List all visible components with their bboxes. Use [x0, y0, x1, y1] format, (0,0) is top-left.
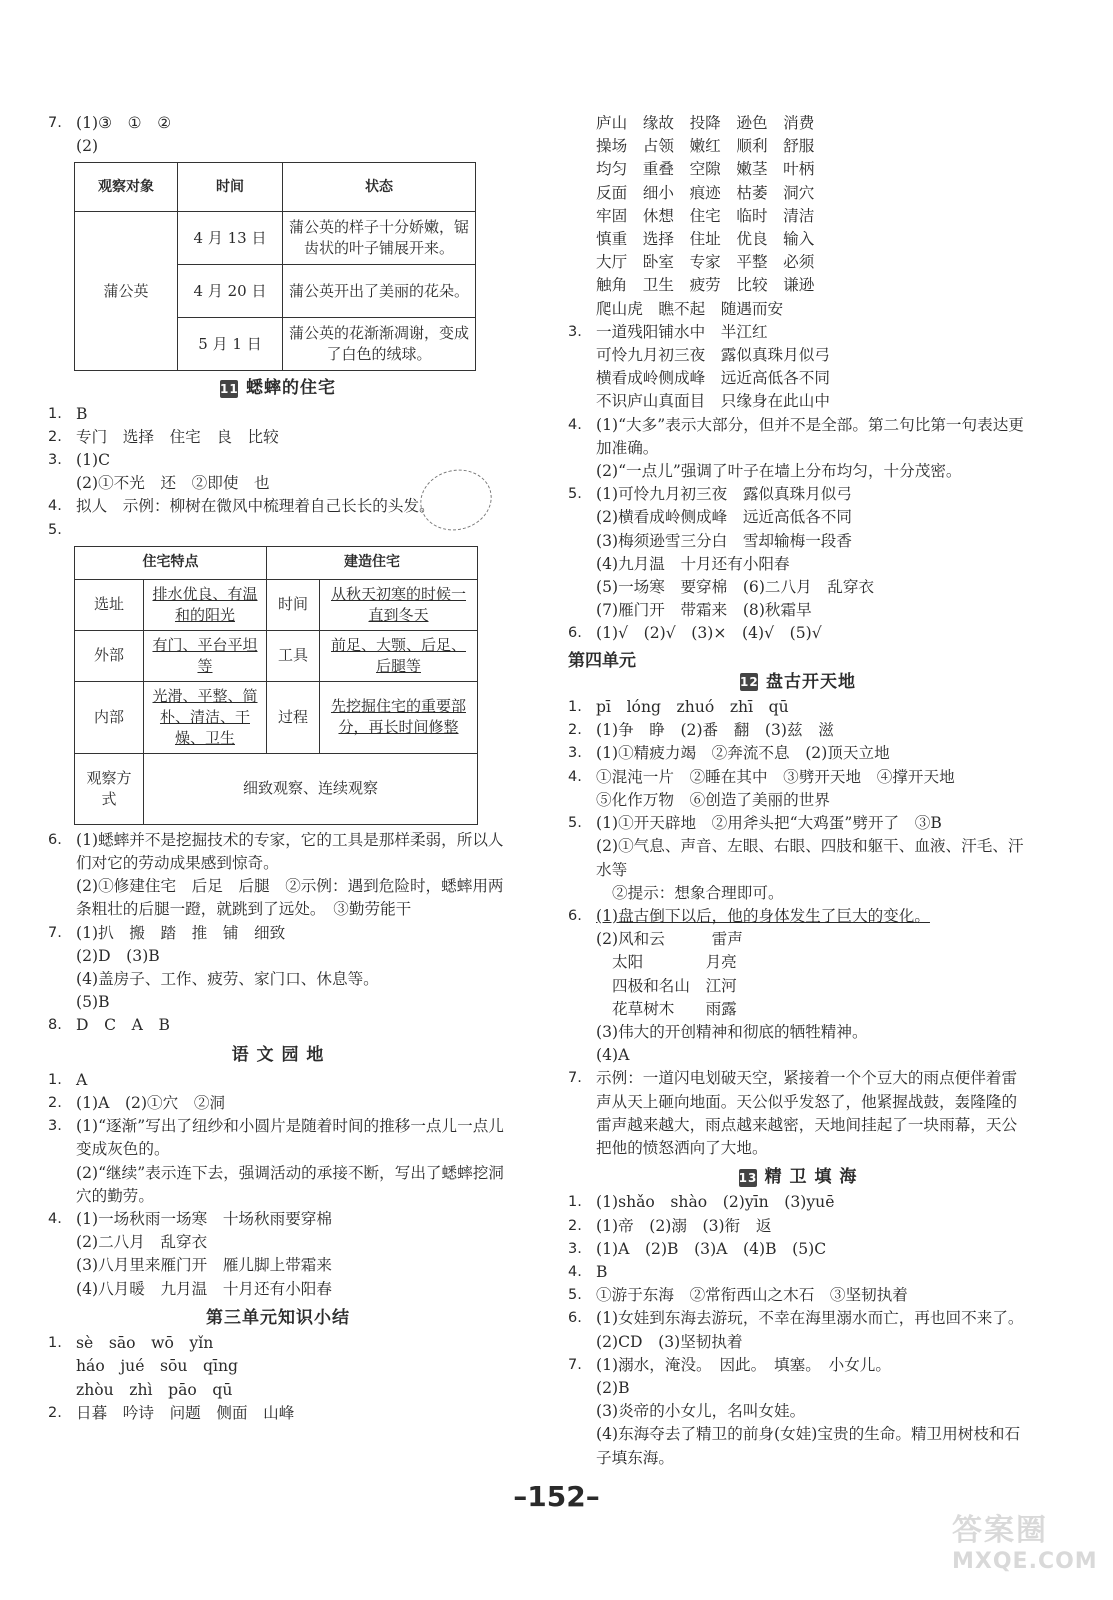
answer-line: 四极和名山 江河 [612, 976, 737, 995]
watermark-title: 答案圈 [952, 1513, 1048, 1548]
answer-line: (5)B [76, 993, 110, 1012]
q7-part2: (2) [76, 137, 99, 156]
word-row: 慎重 选择 住址 优良 输入 [596, 230, 815, 249]
section-heading-summary: 第三单元知识小结 [206, 1307, 350, 1328]
answer-line: (2)“一点儿”强调了叶子在墙上分布均匀，十分茂密。 [596, 462, 962, 481]
answer-line: (2)①不光 还 ②即使 也 [76, 474, 270, 493]
word-row: 牢固 休想 住宅 临时 清洁 [596, 206, 815, 225]
word-row: 触角 卫生 疲劳 比较 谦逊 [596, 276, 815, 295]
answer-line: 1. (1)shǎo shào (2)yīn (3)yuē [568, 1193, 835, 1212]
answer-line: 2. 专门 选择 住宅 良 比较 [48, 427, 279, 446]
section-heading-13: 13 精 卫 填 海 [738, 1167, 858, 1188]
table-cell: 蒲公英的样子十分娇嫩，锯齿状的叶子铺展开来。 [283, 212, 476, 265]
answer-line: (4)八月暖 九月温 十月还有小阳春 [76, 1279, 332, 1298]
table-cell: 5 月 1 日 [178, 318, 283, 371]
word-row: 庐山 缘故 投降 逊色 消费 [596, 114, 815, 132]
left-column [48, 112, 508, 1425]
answer-line: 花草树木 雨露 [612, 999, 737, 1018]
garden-answers [48, 1069, 508, 1301]
table-header: 时间 [178, 163, 283, 212]
answer-line: 3. (1)C [48, 451, 111, 470]
answer-line: (2)风和云 雷声 [596, 930, 743, 949]
answer-line: 5. (1)①开天辟地 ②用斧头把“大鸡蛋”劈开了 ③B [568, 814, 942, 833]
section-heading-11: 11 蟋蟀的住宅 [220, 378, 336, 399]
answer-line: 2. (1)帝 (2)溺 (3)衔 返 [568, 1216, 772, 1235]
answer-line: (3)炎帝的小女儿，名叫女娃。 [596, 1402, 806, 1421]
answer-line: (4)东海夺去了精卫的前身(女娃)宝贵的生命。精卫用树枝和石子填东海。 [596, 1425, 1021, 1467]
section-number: 13 [738, 1170, 758, 1185]
answer-line: 横看成岭侧成峰 远近高低各不同 [596, 369, 830, 388]
table-cell: 从秋天初寒的时候一直到冬天 [320, 579, 478, 630]
answer-line: zhòu zhì pāo qū [76, 1380, 233, 1399]
table-cell: 过程 [267, 681, 320, 753]
table-cell: 光滑、平整、简朴、清洁、干燥、卫生 [144, 681, 267, 753]
answer-line: 太阳 月亮 [612, 953, 737, 972]
answer-line: 7. (1)扒 搬 踏 推 铺 细致 [48, 923, 286, 942]
word-row: 反面 细小 痕迹 枯萎 洞穴 [596, 183, 815, 202]
answer-line: háo jué sōu qīng [76, 1357, 239, 1376]
answer-line: 5. [48, 521, 62, 538]
answer-line: 1. sè sāo wō yǐn [48, 1334, 214, 1353]
word-row: 爬山虎 瞧不起 随遇而安 [596, 299, 784, 318]
unit-heading: 第四单元 [568, 650, 636, 671]
answer-line: 1. B [48, 404, 88, 423]
answer-line: 7. (1)溺水，淹没。 因此。 填塞。 小女儿。 [568, 1355, 891, 1374]
table-cell: 4 月 20 日 [178, 265, 283, 318]
answer-line: 4. (1)一场秋雨一场寒 十场秋雨要穿棉 [48, 1210, 332, 1229]
section-11-answers-more [48, 829, 508, 1038]
answer-line: 4. (1)“大多”表示大部分，但并不是全部。第二句比第一句表达更加准确。 [568, 415, 1024, 457]
answer-line: 3. (1)A (2)B (3)A (4)B (5)C [568, 1239, 827, 1258]
answer-line: (2)①修建住宅 后足 后腿 ②示例：遇到危险时，蟋蟀用两条粗壮的后腿一蹬，就跳到了远处。 ③勤劳能干 [76, 877, 504, 919]
answer-line: 6. (1)盘古倒下以后，他的身体发生了巨大的变化。 [568, 906, 930, 925]
answer-line: (3)八月里来雁门开 雁儿脚上带霜来 [76, 1256, 332, 1275]
watermark-url: MXQE.COM [952, 1549, 1098, 1574]
page-number: –152– [513, 1480, 600, 1513]
section-13-answers [568, 1191, 1032, 1469]
answer-line: (2)“继续”表示连下去，强调活动的承接不断，写出了蟋蟀挖洞穴的勤劳。 [76, 1163, 504, 1205]
answer-line: 5. (1)可怜九月初三夜 露似真珠月似弓 [568, 485, 852, 504]
summary-answers [48, 1332, 508, 1425]
word-row: 操场 占领 嫩红 顺利 舒服 [596, 137, 815, 156]
table-cell: 前足、大颚、后足、后腿等 [320, 630, 478, 681]
table-cell: 内部 [75, 681, 144, 753]
answer-line: 4. ①混沌一片 ②睡在其中 ③劈开天地 ④撑开天地 [568, 767, 955, 786]
table-cell: 排水优良、有温和的阳光 [144, 579, 267, 630]
house-table [74, 546, 478, 825]
table-cell: 4 月 13 日 [178, 212, 283, 265]
answer-line: (3)伟大的开创精神和彻底的牺牲精神。 [596, 1022, 868, 1041]
table-cell: 工具 [267, 630, 320, 681]
answer-line: 3. 一道残阳铺水中 半江红 [568, 322, 768, 341]
summary-answers-cont [568, 321, 1028, 646]
answer-line: 8. D C A B [48, 1016, 170, 1035]
table-header: 观察对象 [75, 163, 178, 212]
section-number: 12 [740, 675, 759, 690]
answer-line: 5. ①游于东海 ②常衔西山之木石 ③坚韧执着 [568, 1286, 908, 1305]
word-list [568, 112, 1028, 321]
answer-line: (2)二八月 乱穿衣 [76, 1233, 208, 1252]
answer-line: (3)梅须逊雪三分白 雪却输梅一段香 [596, 531, 852, 550]
table-cell: 时间 [267, 579, 320, 630]
answer-line: 可怜九月初三夜 露似真珠月似弓 [596, 346, 830, 365]
table-cell: 选址 [75, 579, 144, 630]
answer-line: (7)雁门开 带霜来 (8)秋霜早 [596, 601, 812, 620]
answer-line: (4)A [596, 1046, 630, 1065]
answer-line: 4. B [568, 1262, 608, 1281]
answer-line: 不识庐山真面目 只缘身在此山中 [596, 392, 830, 411]
section-heading-12: 12 盘古开天地 [740, 671, 856, 692]
table-cell: 有门、平台平坦等 [144, 630, 267, 681]
answer-line: ⑤化作万物 ⑥创造了美丽的世界 [596, 790, 830, 809]
watermark-logo [952, 1505, 1102, 1589]
table-header: 状态 [283, 163, 476, 212]
answer-line: 1. pī lóng zhuó zhī qū [568, 698, 789, 717]
answer-line: 2. (1)争 睁 (2)番 翻 (3)兹 滋 [568, 721, 834, 740]
answer-line: (2)D (3)B [76, 946, 160, 965]
answer-line: (2)B [596, 1378, 630, 1397]
observation-table [74, 162, 476, 371]
answer-line: 3. (1)“逐渐”写出了纽纱和小圆片是随着时间的推移一点儿一点儿变成灰色的。 [48, 1117, 504, 1159]
section-12-answers [568, 696, 1028, 1160]
answer-line: 2. (1)A (2)①穴 ②洞 [48, 1094, 226, 1113]
table-cell: 外部 [75, 630, 144, 681]
answer-line: ②提示：想象合理即可。 [612, 883, 784, 902]
answer-line: (2)①气息、声音、左眼、右眼、四肢和躯干、血液、汗毛、汗水等 [596, 837, 1024, 879]
table-cell: 观察方式 [75, 753, 144, 824]
q7-line: 7. (1)③ ① ② [48, 114, 172, 132]
answer-line: 1. A [48, 1070, 88, 1089]
answer-line: 2. 日暮 吟诗 问题 侧面 山峰 [48, 1403, 295, 1422]
answer-line: (2)横看成岭侧成峰 远近高低各不同 [596, 508, 852, 527]
answer-line: 3. (1)①精疲力竭 ②奔流不息 (2)顶天立地 [568, 744, 890, 763]
word-row: 大厅 卧室 专家 平整 必须 [596, 253, 815, 272]
section-number: 11 [220, 382, 239, 396]
answer-line: 7. 示例：一道闪电划破天空，紧接着一个个豆大的雨点便伴着雷声从天上砸向地面。天公似乎发怒了，他紧握战鼓，轰隆隆的雷声越来越大，雨点越来越密，天地间挂起了一块雨幕，天公把他的愤怒洒向了大地。 [568, 1069, 1018, 1157]
answer-line: 6. (1)√ (2)√ (3)× (4)√ (5)√ [568, 624, 822, 643]
answer-line: (5)一场寒 要穿棉 (6)二八月 乱穿衣 [596, 578, 875, 597]
section-heading-garden: 语 文 园 地 [231, 1044, 325, 1065]
answer-line: (4)盖房子、工作、疲劳、家门口、休息等。 [76, 970, 379, 989]
table-cell: 蒲公英 [75, 212, 178, 371]
answer-line: (4)九月温 十月还有小阳春 [596, 554, 790, 573]
table-cell: 蒲公英开出了美丽的花朵。 [283, 265, 476, 318]
table-cell: 先挖掘住宅的重要部分，再长时间修整 [320, 681, 478, 753]
table-header: 住宅特点 [75, 546, 267, 579]
answer-line: 4. 拟人 示例：柳树在微风中梳理着自己长长的头发。 [48, 497, 435, 516]
right-column [568, 112, 1032, 1470]
answer-line: 6. (1)女娃到东海去游玩，不幸在海里溺水而亡，再也回不来了。 (2)CD (3)坚韧执着 [568, 1309, 1032, 1351]
answer-line: 6. (1)蟋蟀并不是挖掘技术的专家，它的工具是那样柔弱，所以人们对它的劳动成果感到惊奇。 [48, 830, 504, 873]
word-row: 均匀 重叠 空隙 嫩茎 叶柄 [596, 160, 815, 179]
table-cell: 细致观察、连续观察 [144, 753, 478, 824]
table-header: 建造住宅 [267, 546, 478, 579]
table-cell: 蒲公英的花渐渐凋谢，变成了白色的绒球。 [283, 318, 476, 371]
